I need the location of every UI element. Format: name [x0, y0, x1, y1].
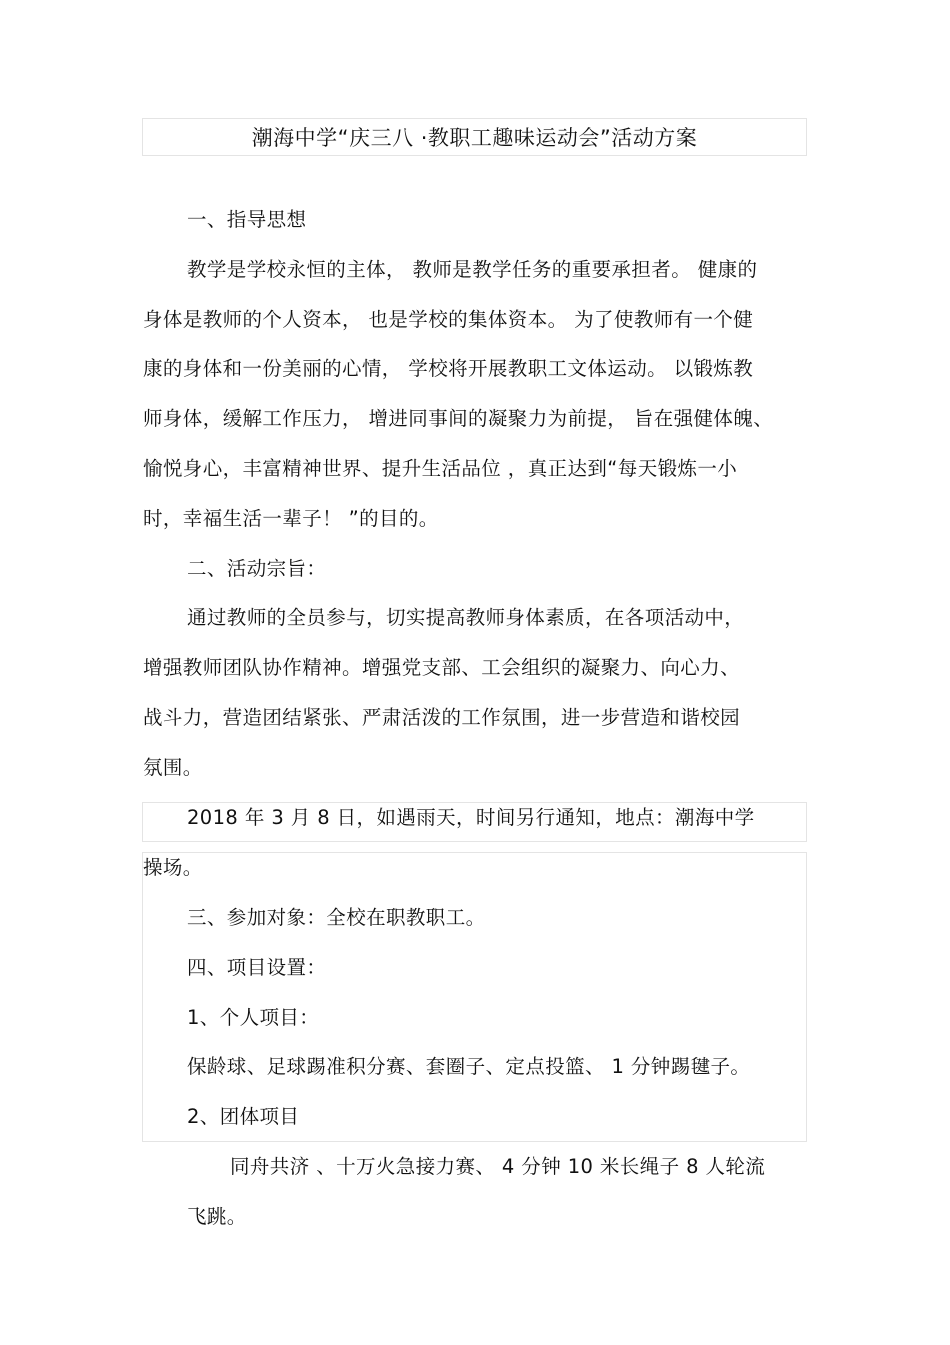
info-box	[142, 852, 807, 1142]
section-3-heading: 三、参加对象：全校在职教职工。	[187, 906, 486, 929]
paragraph-line: 身体是教师的个人资本， 也是学校的集体资本。 为了使教师有一个健	[143, 308, 754, 331]
paragraph-line: 愉悦身心，丰富精神世界、提升生活品位 ，真正达到“每天锻炼一小	[143, 457, 738, 480]
section-2-heading: 二、活动宗旨：	[187, 557, 327, 580]
individual-items: 保龄球、足球踢准积分赛、套圈子、定点投篮、 1 分钟踢毽子。	[187, 1055, 751, 1078]
document-title: 潮海中学“庆三八 ·教职工趣味运动会”活动方案	[142, 118, 807, 156]
paragraph-line: 通过教师的全员参与，切实提高教师身体素质，在各项活动中，	[187, 606, 745, 629]
paragraph-line: 教学是学校永恒的主体， 教师是教学任务的重要承担者。 健康的	[187, 258, 758, 281]
section-1-heading: 一、指导思想	[187, 208, 307, 231]
section-4-heading: 四、项目设置：	[187, 956, 327, 979]
paragraph-line: 增强教师团队协作精神。增强党支部、工会组织的凝聚力、向心力、	[143, 656, 741, 679]
time-place-line: 2018 年 3 月 8 日，如遇雨天，时间另行通知，地点：潮海中学	[187, 806, 755, 829]
paragraph-line: 战斗力，营造团结紧张、严肃活泼的工作氛围，进一步营造和谐校园	[143, 706, 741, 729]
team-heading: 2、团体项目	[187, 1105, 300, 1128]
place-line: 操场。	[143, 856, 203, 879]
paragraph-line: 氛围。	[143, 756, 203, 779]
team-items-line: 同舟共济 、十万火急接力赛、 4 分钟 10 米长绳子 8 人轮流	[230, 1155, 766, 1178]
paragraph-line: 师身体，缓解工作压力， 增进同事间的凝聚力为前提， 旨在强健体魄、	[143, 407, 774, 430]
paragraph-line: 时，幸福生活一辈子！ ”的目的。	[143, 507, 439, 530]
individual-heading: 1、个人项目：	[187, 1006, 320, 1029]
paragraph-line: 康的身体和一份美丽的心情， 学校将开展教职工文体运动。 以锻炼教	[143, 357, 754, 380]
team-items-line: 飞跳。	[187, 1205, 247, 1228]
